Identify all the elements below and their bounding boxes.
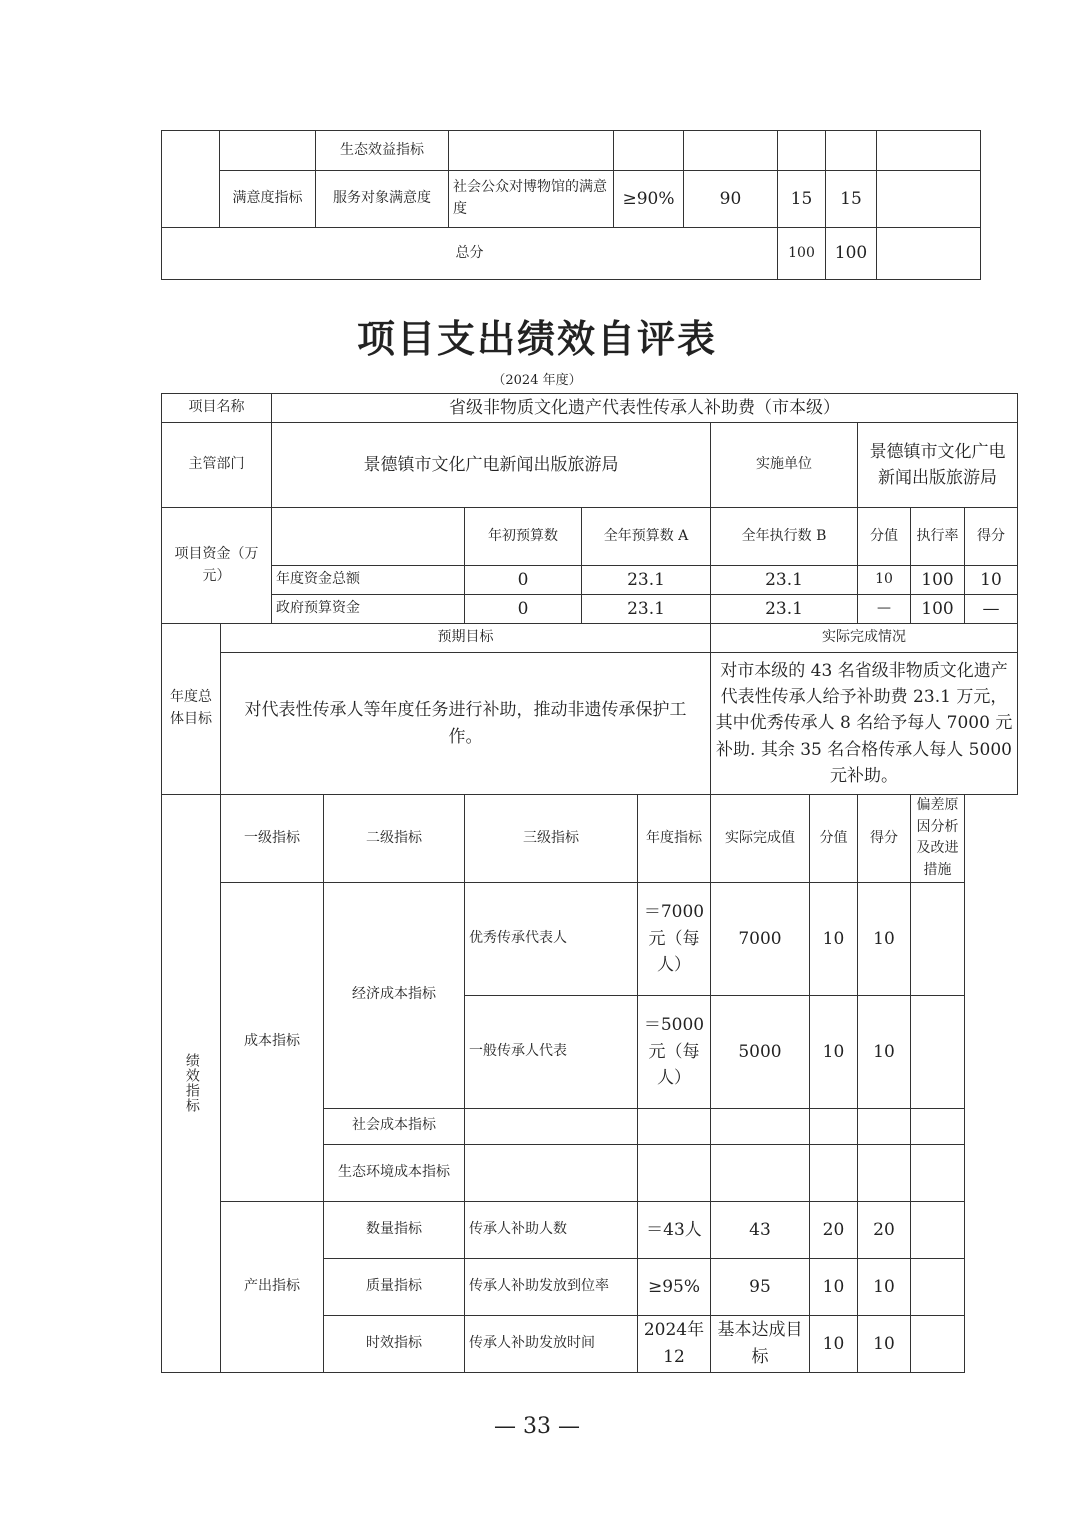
project-name-label: 项目名称 [162, 394, 272, 423]
exec-rate: 100 [911, 566, 965, 595]
indicator-header: 分值 [810, 795, 858, 883]
level1-cell: 成本指标 [221, 882, 324, 1201]
score-cell: 15 [826, 171, 877, 228]
level3-cell: 优秀传承代表人 [465, 882, 638, 995]
expected-header: 预期目标 [221, 624, 711, 653]
page-subtitle: （2024 年度） [492, 373, 582, 388]
actual-result: 对市本级的 43 名省级非物质文化遗产代表性传承人给予补助费 23.1 万元，其中优秀传承人 8 名给予每人 7000 元补助. 其余 35 名合格传承人每人 5000 元补助。 [711, 653, 1018, 795]
score-cell: 10 [858, 1258, 911, 1315]
dept-label: 主管部门 [162, 423, 272, 508]
page-number: — 33 — [494, 1414, 580, 1439]
funds-header: 全年执行数 B [711, 508, 858, 566]
funds-header: 分值 [858, 508, 911, 566]
goals-label [162, 624, 221, 795]
level2-cell: 生态环境成本指标 [324, 1144, 465, 1201]
indicator-header: 三级指标 [465, 795, 638, 883]
weight: 10 [858, 566, 911, 595]
level1-cell: 满意度指标 [220, 171, 316, 228]
indicators-header-row [162, 795, 1018, 883]
total-score: 100 [826, 228, 877, 280]
level2-cell: 社会成本指标 [324, 1108, 465, 1144]
funds-header: 全年预算数 A [582, 508, 711, 566]
target-cell: ＝7000元（每人） [638, 882, 711, 995]
funds-row-name: 政府预算资金 [272, 595, 465, 624]
weight-cell: 10 [810, 1315, 858, 1372]
page-title: 项目支出绩效自评表 [356, 317, 717, 361]
funds-row [162, 566, 1018, 595]
level3-cell: 传承人补助发放到位率 [465, 1258, 638, 1315]
table-row [162, 171, 981, 228]
actual-cell: 90 [684, 171, 778, 228]
initial-budget: 0 [465, 566, 582, 595]
previous-table-continuation [161, 130, 981, 280]
funds-header: 执行率 [911, 508, 965, 566]
weight-cell: 20 [810, 1201, 858, 1258]
total-label: 总分 [162, 228, 778, 280]
level2-cell: 经济成本指标 [324, 882, 465, 1108]
score: 10 [965, 566, 1018, 595]
exec-rate: 100 [911, 595, 965, 624]
exec-b: 23.1 [711, 566, 858, 595]
level3-cell: 传承人补助人数 [465, 1201, 638, 1258]
indicator-header: 二级指标 [324, 795, 465, 883]
actual-header: 实际完成情况 [711, 624, 1018, 653]
indicators-label-text: 绩效指标 [183, 1053, 200, 1114]
self-evaluation-table [161, 393, 1018, 1373]
score: — [965, 595, 1018, 624]
exec-b: 23.1 [711, 595, 858, 624]
target-cell: ＝43人 [638, 1201, 711, 1258]
budget-a: 23.1 [582, 595, 711, 624]
score-cell: 20 [858, 1201, 911, 1258]
initial-budget: 0 [465, 595, 582, 624]
table-row [162, 131, 981, 171]
goals-header-row [162, 624, 1018, 653]
expected-goal: 对代表性传承人等年度任务进行补助，推动非遗传承保护工作。 [221, 653, 711, 795]
score-cell: 10 [858, 1315, 911, 1372]
score-cell: 10 [858, 882, 911, 995]
impl-label: 实施单位 [711, 423, 858, 508]
funds-label: 项目资金（万元） [162, 508, 272, 624]
dept-value: 景德镇市文化广电新闻出版旅游局 [272, 423, 711, 508]
funds-row [162, 595, 1018, 624]
indicator-header: 一级指标 [221, 795, 324, 883]
goals-label-text: 年度总体目标 [170, 689, 212, 727]
weight-cell: 10 [810, 882, 858, 995]
level2-cell: 时效指标 [324, 1315, 465, 1372]
total-row [162, 228, 981, 280]
total-weight: 100 [778, 228, 826, 280]
target-cell: 2024年12 [638, 1315, 711, 1372]
weight: — [858, 595, 911, 624]
level2-cell: 服务对象满意度 [316, 171, 449, 228]
impl-value: 景德镇市文化广电新闻出版旅游局 [858, 423, 1018, 508]
level2-cell: 质量指标 [324, 1258, 465, 1315]
funds-header: 年初预算数 [465, 508, 582, 566]
weight-cell: 10 [810, 995, 858, 1108]
level3-cell: 社会公众对博物馆的满意度 [449, 171, 614, 228]
project-name-row [162, 394, 1018, 423]
actual-cell: 95 [711, 1258, 810, 1315]
level2-cell: 生态效益指标 [316, 131, 449, 171]
indicator-header: 实际完成值 [711, 795, 810, 883]
actual-cell: 5000 [711, 995, 810, 1108]
level1-cell: 产出指标 [221, 1201, 324, 1372]
actual-cell: 7000 [711, 882, 810, 995]
indicator-header: 偏差原因分析及改进措施 [911, 795, 965, 883]
indicator-row [162, 1201, 1018, 1258]
project-name-value: 省级非物质文化遗产代表性传承人补助费（市本级） [272, 394, 1018, 423]
level3-cell: 一般传承人代表 [465, 995, 638, 1108]
indicators-label [162, 795, 221, 1373]
target-cell: ≥95% [638, 1258, 711, 1315]
score-cell: 10 [858, 995, 911, 1108]
indicator-header: 年度指标 [638, 795, 711, 883]
level2-cell: 数量指标 [324, 1201, 465, 1258]
target-cell: ＝5000元（每人） [638, 995, 711, 1108]
level3-cell: 传承人补助发放时间 [465, 1315, 638, 1372]
funds-header: 得分 [965, 508, 1018, 566]
funds-header-row [162, 508, 1018, 566]
department-row [162, 423, 1018, 508]
actual-cell: 基本达成目标 [711, 1315, 810, 1372]
goals-row [162, 653, 1018, 795]
indicator-header: 得分 [858, 795, 911, 883]
indicator-row [162, 882, 1018, 995]
target-cell: ≥90% [614, 171, 684, 228]
funds-row-name: 年度资金总额 [272, 566, 465, 595]
actual-cell: 43 [711, 1201, 810, 1258]
budget-a: 23.1 [582, 566, 711, 595]
weight-cell: 15 [778, 171, 826, 228]
weight-cell: 10 [810, 1258, 858, 1315]
